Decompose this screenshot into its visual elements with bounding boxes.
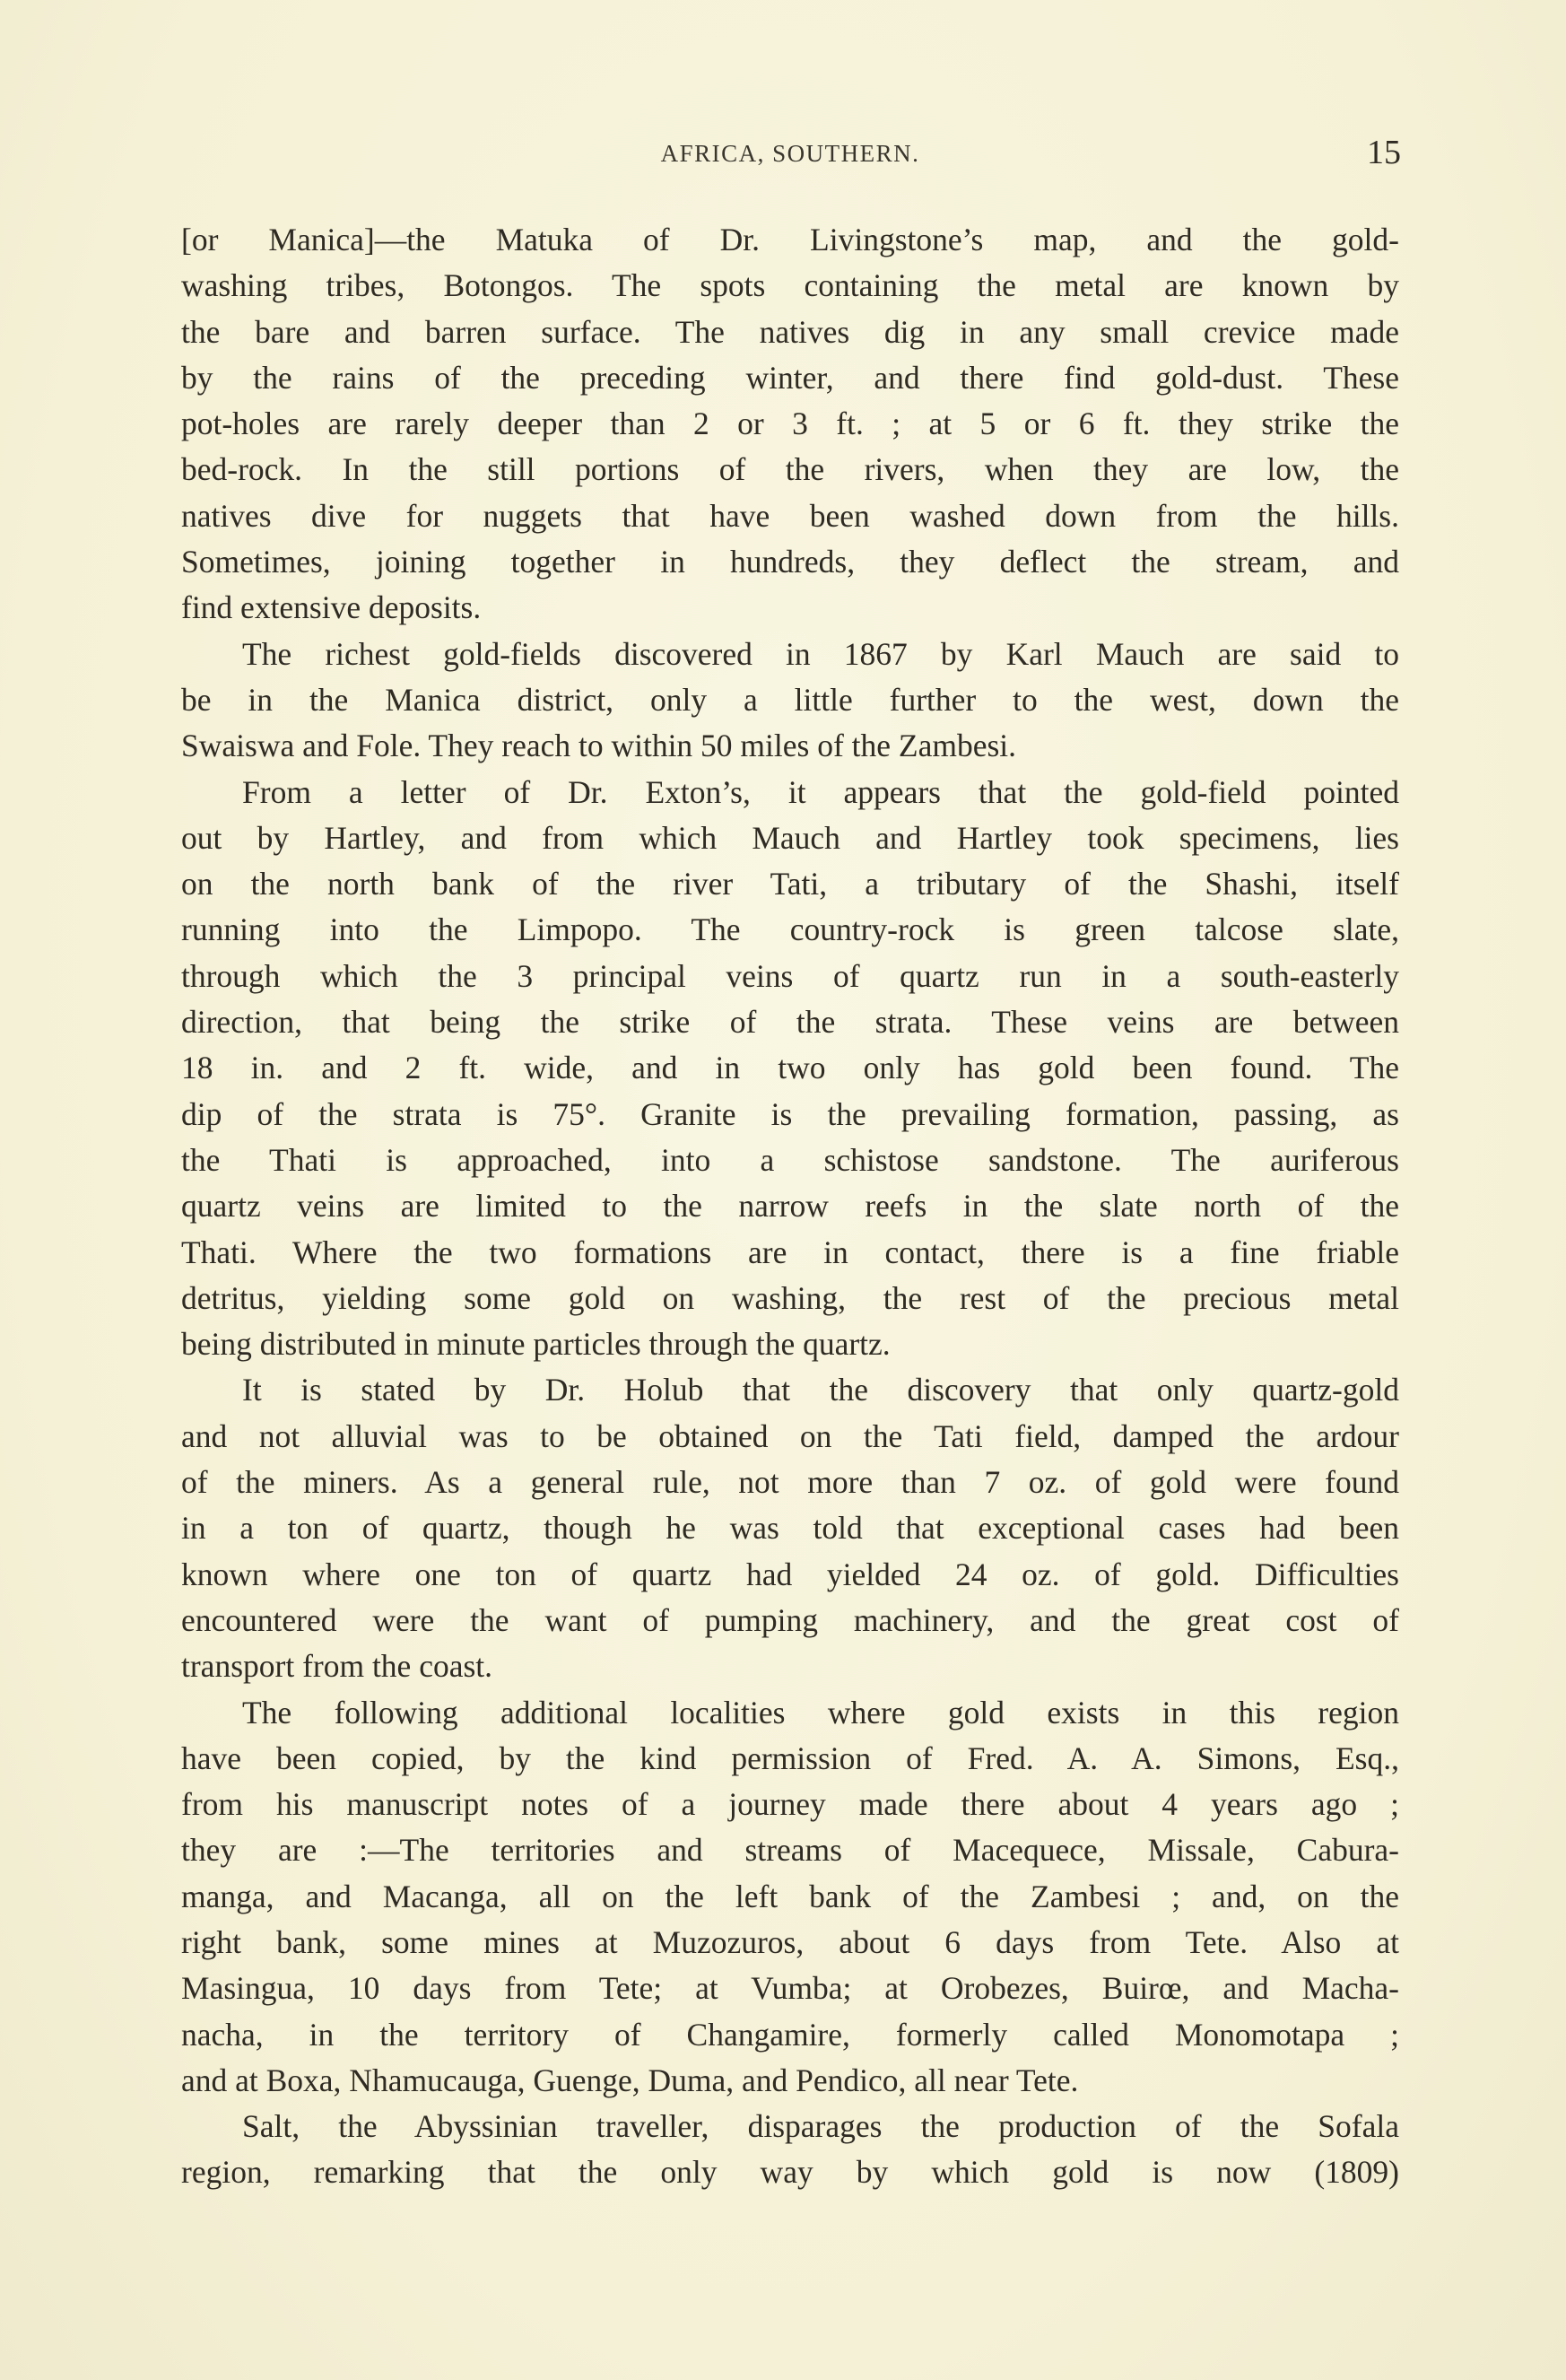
- text-line: of the miners. As a general rule, not more than 7 oz. of gold were found: [181, 1464, 1399, 1501]
- paragraph: [181, 1367, 1399, 1689]
- paragraph: [181, 2104, 1399, 2196]
- text-line: 18 in. and 2 ft. wide, and in two only has gold been found. The: [181, 1050, 1399, 1086]
- text-line: known where one ton of quartz had yielded 24 oz. of gold. Difficulties: [181, 1556, 1399, 1592]
- text-line: be in the Manica district, only a little further to the west, down the: [181, 681, 1399, 718]
- text-line: [or Manica]—the Matuka of Dr. Livingstone’s map, and the gold-: [181, 222, 1399, 257]
- text-line: out by Hartley, and from which Mauch and Hartley took specimens, lies: [181, 819, 1399, 856]
- page-number: 15: [1367, 134, 1401, 171]
- text-line: manga, and Macanga, all on the left bank of the Zambesi ; and, on the: [181, 1878, 1399, 1914]
- text-line: and at Boxa, Nhamucauga, Guenge, Duma, and Pendico, all near Tete.: [181, 2062, 1079, 2098]
- text-line: on the north bank of the river Tati, a tributary of the Shashi, itself: [181, 866, 1399, 902]
- text-line: washing tribes, Botongos. The spots containing the metal are known by: [181, 267, 1399, 304]
- text-line: direction, that being the strike of the strata. These veins are between: [181, 1004, 1399, 1041]
- text-line: Thati. Where the two formations are in contact, there is a fine friable: [181, 1234, 1399, 1270]
- text-line: right bank, some mines at Muzozuros, about 6 days from Tete. Also at: [181, 1923, 1399, 1960]
- text-line: From a letter of Dr. Exton’s, it appears that the gold-field pointed: [242, 773, 1399, 810]
- text-line: the bare and barren surface. The natives dig in any small crevice made: [181, 313, 1399, 350]
- text-line: Swaiswa and Fole. They reach to within 50 miles of the Zambesi.: [181, 728, 1017, 764]
- page-header: [179, 133, 1401, 178]
- text-line: quartz veins are limited to the narrow reefs in the slate north of the: [181, 1188, 1399, 1225]
- text-line: bed-rock. In the still portions of the rivers, when they are low, the: [181, 451, 1399, 488]
- text-line: encountered were the want of pumping machinery, and the great cost of: [181, 1601, 1399, 1638]
- text-line: Masingua, 10 days from Tete; at Vumba; at Orobezes, Buirœ, and Macha-: [181, 1970, 1399, 2007]
- text-line: and not alluvial was to be obtained on the Tati field, damped the ardour: [181, 1417, 1399, 1454]
- text-line: The following additional localities where gold exists in this region: [242, 1694, 1399, 1731]
- text-line: transport from the coast.: [181, 1648, 493, 1685]
- text-line: Sometimes, joining together in hundreds, they deflect the stream, and: [181, 544, 1399, 580]
- text-line: being distributed in minute particles through the quartz.: [181, 1326, 891, 1363]
- text-line: region, remarking that the only way by which gold is now (1809): [181, 2154, 1399, 2191]
- paragraph: [181, 770, 1399, 1368]
- text-line: they are :—The territories and streams of Macequece, Missale, Cabura-: [181, 1832, 1399, 1869]
- text-line: from his manuscript notes of a journey made there about 4 years ago ;: [181, 1786, 1399, 1823]
- running-title: AFRICA, SOUTHERN.: [660, 140, 920, 167]
- text-line: running into the Limpopo. The country-rock is green talcose slate,: [181, 911, 1399, 948]
- text-line: pot-holes are rarely deeper than 2 or 3 ft. ; at 5 or 6 ft. they strike the: [181, 405, 1399, 442]
- text-line: have been copied, by the kind permission of Fred. A. A. Simons, Esq.,: [181, 1739, 1399, 1776]
- text-line: in a ton of quartz, though he was told that exceptional cases had been: [181, 1510, 1399, 1547]
- paragraph: [181, 1690, 1399, 2105]
- text-line: the Thati is approached, into a schistose sandstone. The auriferous: [181, 1141, 1399, 1178]
- text-line: nacha, in the territory of Changamire, formerly called Monomotapa ;: [181, 2016, 1399, 2053]
- paragraph: [181, 632, 1399, 770]
- text-line: dip of the strata is 75°. Granite is the prevailing formation, passing, as: [181, 1095, 1399, 1132]
- text-line: by the rains of the preceding winter, and there find gold-dust. These: [181, 359, 1399, 396]
- text-line: The richest gold-fields discovered in 1867 by Karl Mauch are said to: [242, 635, 1399, 672]
- text-line: It is stated by Dr. Holub that the discovery that only quartz-gold: [242, 1372, 1399, 1408]
- text-line: Salt, the Abyssinian traveller, disparages the production of the Sofala: [242, 2108, 1399, 2145]
- text-line: find extensive deposits.: [181, 589, 482, 626]
- text-line: detritus, yielding some gold on washing, the rest of the precious metal: [181, 1279, 1399, 1316]
- body-text: [181, 217, 1399, 2196]
- text-line: natives dive for nuggets that have been washed down from the hills.: [181, 497, 1399, 534]
- paragraph: [181, 217, 1399, 632]
- text-line: through which the 3 principal veins of quartz run in a south-easterly: [181, 957, 1399, 994]
